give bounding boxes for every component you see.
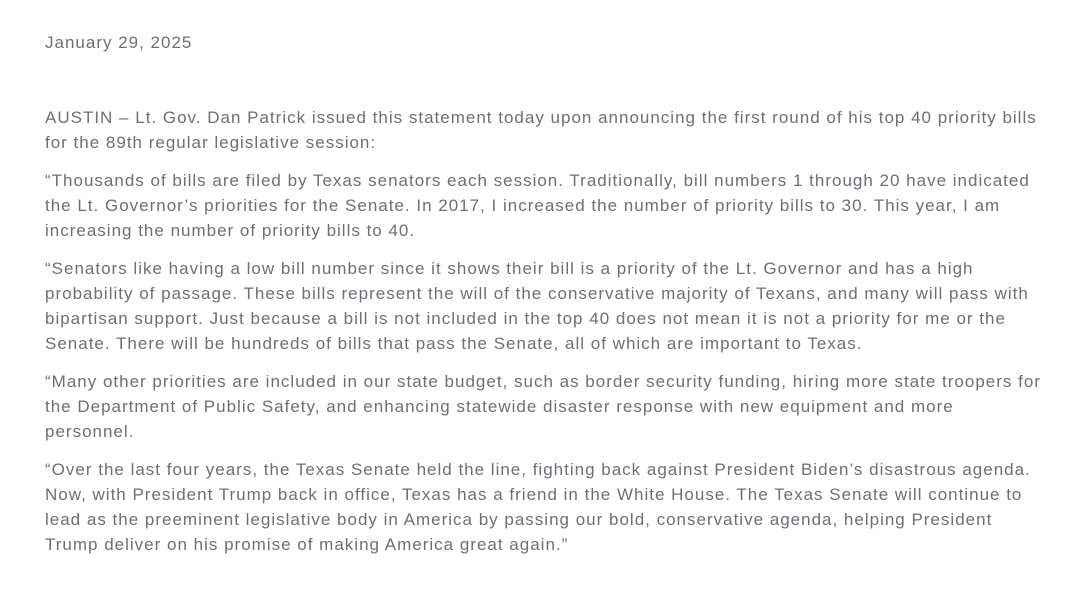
paragraph-quote-over-last-four-years: “Over the last four years, the Texas Senate held the line, fighting back against President Biden’s disastrous agenda. Now, with President Trump back in office, Texas has a friend in the White House. The Texas Senate will continue to lead as the preeminent legislative body in America by passing our bold, conservative agenda, helping President Trump deliver on his promise of making America great again.”: [45, 460, 1031, 554]
paragraph-quote-other-priorities: “Many other priorities are included in our state budget, such as border security funding, hiring more state troopers for the Department of Public Safety, and enhancing statewide disaster response with new equipment and more personnel.: [45, 372, 1041, 441]
date-line: January 29, 2025: [45, 33, 193, 52]
paragraph-quote-thousands-of-bills: “Thousands of bills are filed by Texas senators each session. Traditionally, bill numbers 1 through 20 have indicated the Lt. Governor’s priorities for the Senate. In 2017, I increased the number of priority bills to 30. This year, I am increasing the number of priority bills to 40.: [45, 171, 1030, 240]
statement-body: [45, 105, 1043, 557]
paragraph-quote-senators-low-bill-number: “Senators like having a low bill number since it shows their bill is a priority of the Lt. Governor and has a high probability of passage. These bills represent the will of the conservative majority of Texans, and many will pass with bipartisan support. Just because a bill is not included in the top 40 does not mean it is not a priority for me or the Senate. There will be hundreds of bills that pass the Senate, all of which are important to Texas.: [45, 259, 1029, 353]
paragraph-announcement: AUSTIN – Lt. Gov. Dan Patrick issued this statement today upon announcing the first round of his top 40 priority bills for the 89th regular legislative session:: [45, 108, 1037, 152]
